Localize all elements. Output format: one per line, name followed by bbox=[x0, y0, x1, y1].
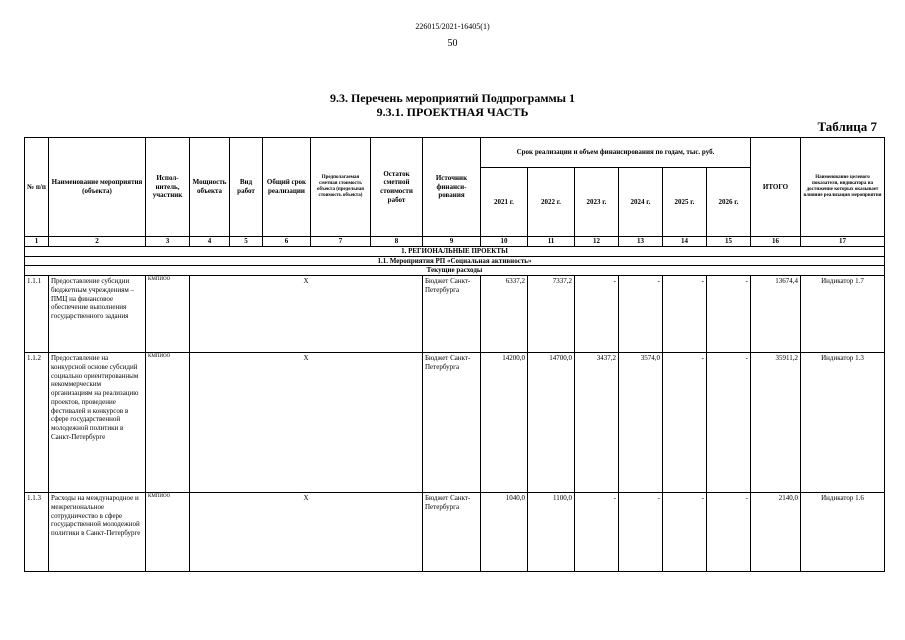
col-number: 15 bbox=[707, 237, 751, 247]
col-header-total: ИТОГО bbox=[751, 138, 801, 237]
col-header-years-group: Срок реализации и объем финансирования по годам, тыс. руб. bbox=[481, 138, 751, 168]
col-number: 8 bbox=[371, 237, 423, 247]
col-number: 1 bbox=[25, 237, 49, 247]
col-number: 16 bbox=[751, 237, 801, 247]
row-name: Расходы на международное и межрегиональное сотрудничество в сфере государственной молодежной политики в Санкт-Петербурге bbox=[49, 493, 146, 572]
row-executor: КМПИОО bbox=[146, 353, 190, 493]
col-header-executor: Испол-нитель, участник bbox=[146, 138, 190, 237]
row-value-2026: - bbox=[707, 276, 751, 353]
page-number: 50 bbox=[447, 38, 458, 49]
col-number: 2 bbox=[49, 237, 146, 247]
col-header-year: 2021 г. bbox=[481, 168, 528, 237]
row-value-2026: - bbox=[707, 493, 751, 572]
row-executor: КМПИОО bbox=[146, 276, 190, 353]
row-name: Предоставление субсидии бюджетным учреждениям – ПМЦ на финансовое обеспечение выполнения государственного задания bbox=[49, 276, 146, 353]
col-number: 4 bbox=[190, 237, 230, 247]
row-total: 13674,4 bbox=[751, 276, 801, 353]
col-header-funding-source: Источник финанси-рования bbox=[423, 138, 481, 237]
row-number: 1.1.2 bbox=[25, 353, 49, 493]
document-number: 226015/2021-16405(1) bbox=[415, 22, 490, 31]
col-number: 7 bbox=[311, 237, 371, 247]
row-value-2025: - bbox=[663, 353, 707, 493]
col-number: 13 bbox=[619, 237, 663, 247]
col-header-year: 2022 г. bbox=[528, 168, 575, 237]
row-value-2022: 7337,2 bbox=[528, 276, 575, 353]
table-row bbox=[25, 353, 885, 493]
row-funding-source: Бюджет Санкт-Петербурга bbox=[423, 353, 481, 493]
table-row bbox=[25, 276, 885, 353]
section-heading-current-expenses: Текущие расходы bbox=[25, 266, 885, 276]
measures-table bbox=[24, 137, 885, 572]
row-value-2022: 1100,0 bbox=[528, 493, 575, 572]
section-title: 9.3. Перечень мероприятий Подпрограммы 1 bbox=[329, 91, 576, 105]
row-value-2021: 1040,0 bbox=[481, 493, 528, 572]
row-name: Предоставление на конкурсной основе субсидий социально ориентированным некоммерческим организациям на реализацию проектов, проведение фестивалей и конкурсов в сфере государственной молодежной политики в Санкт-Петербурге bbox=[49, 353, 146, 493]
col-header-indicator: Наименование целевого показателя, индикатора на достижение которых оказывает влияние реализация мероприятия bbox=[801, 138, 885, 237]
col-number: 17 bbox=[801, 237, 885, 247]
col-header-total-term: Общий срок реализации bbox=[263, 138, 311, 237]
table-row bbox=[25, 493, 885, 572]
col-header-work-type: Вид работ bbox=[230, 138, 263, 237]
col-header-year: 2025 г. bbox=[663, 168, 707, 237]
row-value-2021: 6337,2 bbox=[481, 276, 528, 353]
col-number: 6 bbox=[263, 237, 311, 247]
col-header-name: Наименование мероприятия (объекта) bbox=[49, 138, 146, 237]
row-indicator: Индикатор 1.7 bbox=[801, 276, 885, 353]
row-funding-source: Бюджет Санкт-Петербурга bbox=[423, 276, 481, 353]
row-funding-source: Бюджет Санкт-Петербурга bbox=[423, 493, 481, 572]
row-value-2021: 14200,0 bbox=[481, 353, 528, 493]
row-value-2023: - bbox=[575, 276, 619, 353]
row-mark: Х bbox=[190, 353, 423, 493]
table-label: Таблица 7 bbox=[817, 119, 877, 134]
col-number: 10 bbox=[481, 237, 528, 247]
row-mark: Х bbox=[190, 276, 423, 353]
row-value-2022: 14700,0 bbox=[528, 353, 575, 493]
col-number: 12 bbox=[575, 237, 619, 247]
column-number-row bbox=[25, 237, 885, 247]
row-value-2023: 3437,2 bbox=[575, 353, 619, 493]
row-mark: Х bbox=[190, 493, 423, 572]
row-value-2024: - bbox=[619, 276, 663, 353]
row-value-2025: - bbox=[663, 493, 707, 572]
col-header-num: № п/п bbox=[25, 138, 49, 237]
col-header-year: 2023 г. bbox=[575, 168, 619, 237]
col-number: 3 bbox=[146, 237, 190, 247]
row-value-2023: - bbox=[575, 493, 619, 572]
col-number: 5 bbox=[230, 237, 263, 247]
col-number: 9 bbox=[423, 237, 481, 247]
row-executor: КМПИОО bbox=[146, 493, 190, 572]
col-header-capacity: Мощность объекта bbox=[190, 138, 230, 237]
col-header-estimated-cost: Предполагаемая сметная стоимость объекта (предельная стоимость объекта) bbox=[311, 138, 371, 237]
section-heading-social-activity: 1.1. Мероприятия РП «Социальная активность» bbox=[25, 256, 885, 266]
row-value-2024: 3574,0 bbox=[619, 353, 663, 493]
row-total: 35911,2 bbox=[751, 353, 801, 493]
col-header-year: 2024 г. bbox=[619, 168, 663, 237]
row-value-2025: - bbox=[663, 276, 707, 353]
subsection-title: 9.3.1. ПРОЕКТНАЯ ЧАСТЬ bbox=[376, 105, 529, 119]
col-number: 14 bbox=[663, 237, 707, 247]
row-indicator: Индикатор 1.6 bbox=[801, 493, 885, 572]
col-header-year: 2026 г. bbox=[707, 168, 751, 237]
row-total: 2140,0 bbox=[751, 493, 801, 572]
row-number: 1.1.3 bbox=[25, 493, 49, 572]
col-header-remaining-cost: Остаток сметной стоимости работ bbox=[371, 138, 423, 237]
row-indicator: Индикатор 1.3 bbox=[801, 353, 885, 493]
row-number: 1.1.1 bbox=[25, 276, 49, 353]
section-heading-regional-projects: 1. РЕГИОНАЛЬНЫЕ ПРОЕКТЫ bbox=[25, 246, 885, 256]
col-number: 11 bbox=[528, 237, 575, 247]
row-value-2026: - bbox=[707, 353, 751, 493]
row-value-2024: - bbox=[619, 493, 663, 572]
